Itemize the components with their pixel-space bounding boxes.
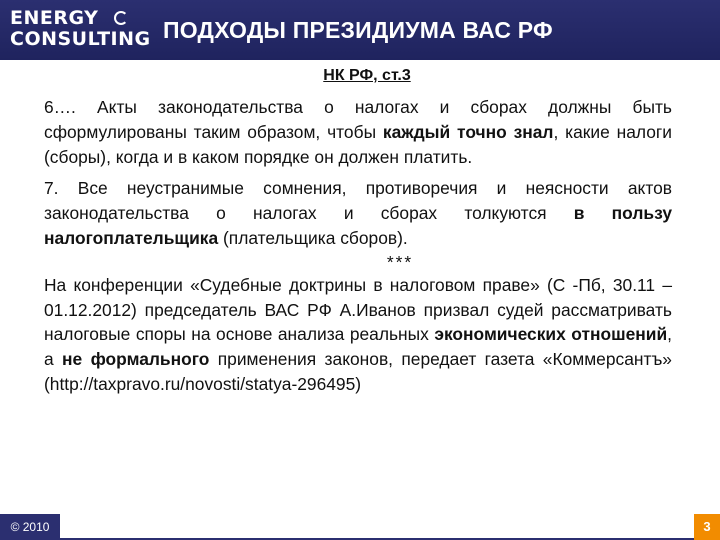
header-bar — [0, 0, 720, 60]
logo-line2: CONSULTING — [10, 28, 151, 50]
paragraph-6 — [44, 95, 672, 169]
subtitle-text: НК РФ, ст.3 — [323, 67, 411, 84]
slide-title: ПОДХОДЫ ПРЕЗИДИУМА ВАС РФ — [163, 17, 553, 43]
slide-subtitle — [0, 67, 720, 85]
conference-bold2: не формального — [62, 349, 210, 370]
conference-paragraph — [44, 273, 672, 397]
energy-consulting-logo — [10, 9, 151, 49]
conference-bold1: экономических отношений — [434, 324, 668, 345]
paragraph-6-text1: 6…. Акты законодательства о налогах и сборах должны быть сформулированы таким образом, чтобы — [44, 97, 672, 142]
swirl-icon — [114, 11, 128, 25]
page-number-badge: 3 — [694, 514, 720, 540]
conference-text2: , а — [44, 324, 672, 370]
paragraph-7-text1: 7. Все неустранимые сомнения, противоречия и неясности актов законодательства о налогах и сборах толкуются — [44, 178, 672, 224]
paragraph-7-text2: (плательщика сборов). — [218, 227, 408, 248]
slide-body — [44, 95, 672, 397]
paragraph-7-bold: в пользу налогоплательщика — [44, 203, 672, 248]
paragraph-6-text2: , какие налоги (сборы), когда и в каком порядке он должен платить. — [44, 121, 672, 167]
conference-text3: применения законов, передает газета «Коммерсантъ» (http://taxpravo.ru/novosti/statya-296495) — [44, 349, 672, 394]
copyright-badge: © 2010 — [0, 514, 60, 540]
section-separator: *** — [386, 251, 414, 272]
logo-line1: ENERGY — [10, 7, 99, 29]
paragraph-6-bold: каждый точно знал — [382, 121, 554, 142]
conference-text1: На конференции «Судебные доктрины в налоговом праве» (С -Пб, 30.11 – 01.12.2012) председатель ВАС РФ А.Иванов призвал судей рассматривать налоговые споры на основе анализа реальных — [44, 274, 672, 345]
paragraph-7 — [44, 176, 672, 250]
